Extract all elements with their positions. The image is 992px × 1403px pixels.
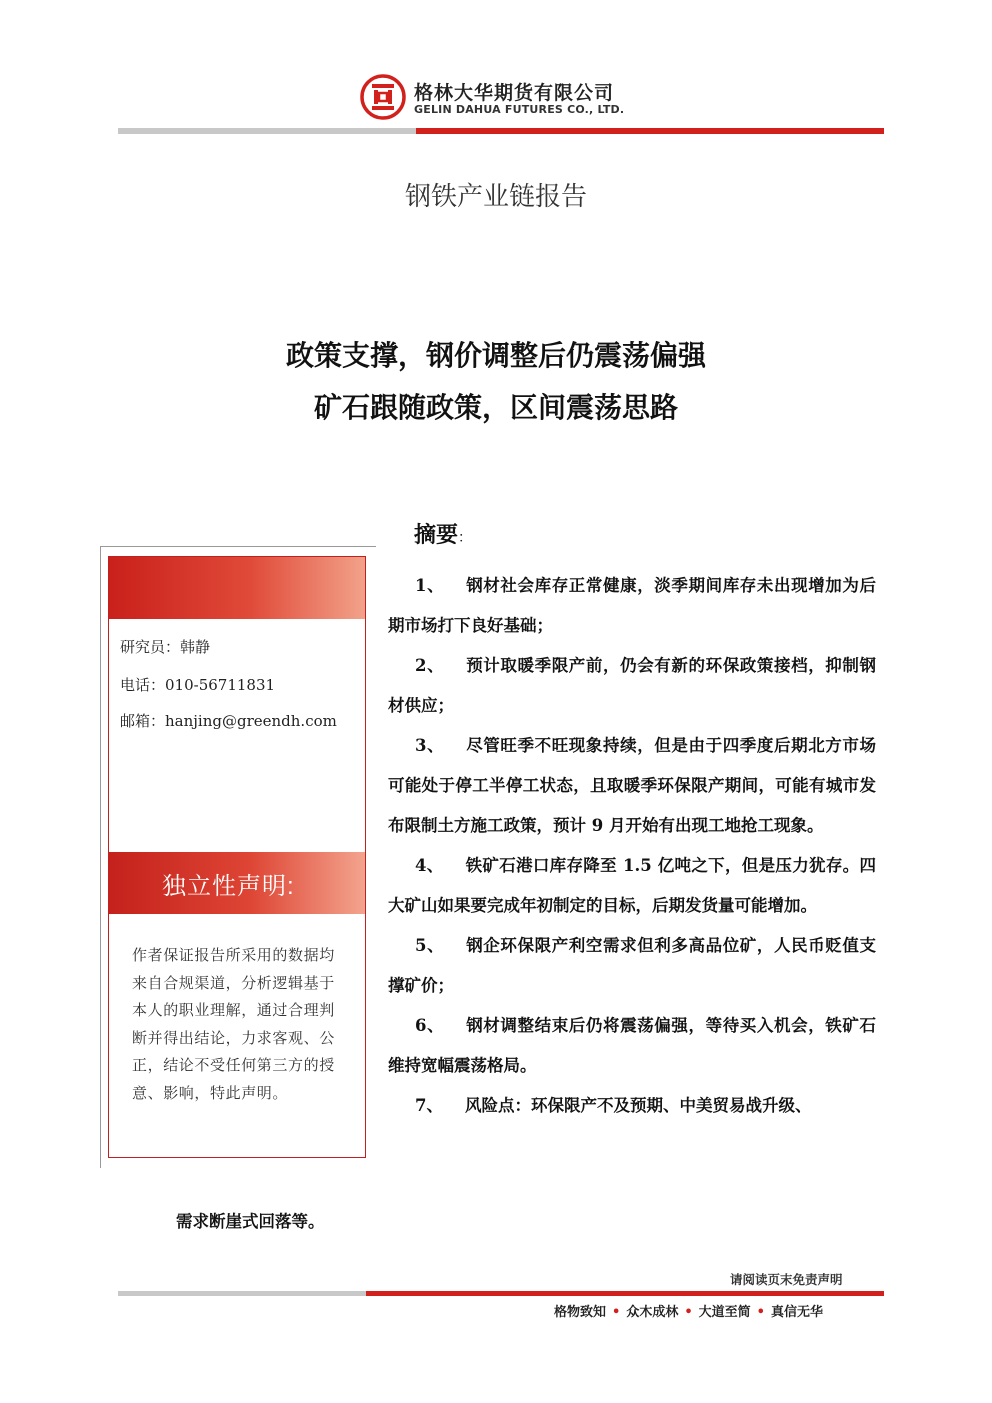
motto-item: 大道至简 [698,1305,751,1320]
researcher-email: 邮箱：hanjing@greendh.com [120,712,337,730]
point-number: 3、 [415,736,445,755]
summary-point [388,1006,876,1086]
point-text: 钢企环保限产利空需求但利多高品位矿，人民币贬值支撑矿价； [388,936,877,995]
summary-point [388,726,876,846]
point-number: 7、 [415,1096,443,1115]
bullet-icon: • [684,1305,693,1320]
summary-title-colon: ： [458,530,473,546]
summary-point [388,846,876,926]
summary-tail: 需求断崖式回落等。 [176,1212,325,1231]
point-number: 4、 [415,856,444,875]
researcher-phone: 电话：010-56711831 [120,676,276,694]
point-number: 6、 [415,1016,445,1035]
point-number: 5、 [415,936,445,955]
summary-title-text: 摘要 [414,522,459,548]
bullet-icon: • [756,1305,765,1320]
report-type: 钢铁产业链报告 [404,182,587,212]
sidebar-frame-line [100,546,101,1168]
motto-item: 真信无华 [770,1305,823,1320]
statement-title: 独立性声明: [162,873,295,900]
header-divider-red [416,128,884,134]
summary-points [388,566,876,1126]
bullet-icon: • [612,1305,621,1320]
point-text: 铁矿石港口库存降至 1.5 亿吨之下，但是压力犹存。四大矿山如果要完成年初制定的目标，后期发货量可能增加。 [388,856,876,915]
motto-item: 格物致知 [554,1305,607,1320]
researcher-name: 研究员：韩静 [120,638,211,656]
headline-line-1: 政策支撑，钢价调整后仍震荡偏强 [285,339,706,372]
summary-point [388,566,876,646]
summary-point [388,646,876,726]
point-text: 钢材社会库存正常健康，淡季期间库存未出现增加为后期市场打下良好基础； [388,576,877,635]
headline-line-2: 矿石跟随政策，区间震荡思路 [313,391,678,424]
sidebar-header-band [109,557,365,619]
footer-divider-gray [118,1291,366,1296]
footer-divider-red [366,1291,884,1296]
statement-text: 作者保证报告所采用的数据均来自合规渠道，分析逻辑基于本人的职业理解，通过合理判断并得出结论，力求客观、公正，结论不受任何第三方的授意、影响，特此声明。 [132,946,335,1102]
disclaimer-note: 请阅读页末免责声明 [730,1272,843,1287]
point-number: 2、 [415,656,445,675]
summary-point [388,926,876,1006]
point-text: 尽管旺季不旺现象持续，但是由于四季度后期北方市场可能处于停工半停工状态，且取暖季环保限产期间，可能有城市发布限制土方施工政策，预计 9 月开始有出现工地抢工现象。 [388,736,877,835]
company-name-en: GELIN DAHUA FUTURES CO., LTD. [414,103,625,116]
sidebar-frame-line [100,546,376,547]
point-number: 1、 [415,576,445,595]
footer-motto [554,1301,823,1320]
summary-title [414,518,472,549]
point-text: 钢材调整结束后仍将震荡偏强，等待买入机会，铁矿石维持宽幅震荡格局。 [388,1016,877,1075]
company-logo-icon [360,74,406,120]
company-name-cn: 格林大华期货有限公司 [414,82,615,104]
point-text: 风险点：环保限产不及预期、中美贸易战升级、 [464,1096,812,1115]
header-divider-gray [118,128,416,134]
point-text: 预计取暖季限产前，仍会有新的环保政策接档，抑制钢材供应； [388,656,877,715]
motto-item: 众木成林 [626,1305,679,1320]
summary-point [388,1086,876,1126]
